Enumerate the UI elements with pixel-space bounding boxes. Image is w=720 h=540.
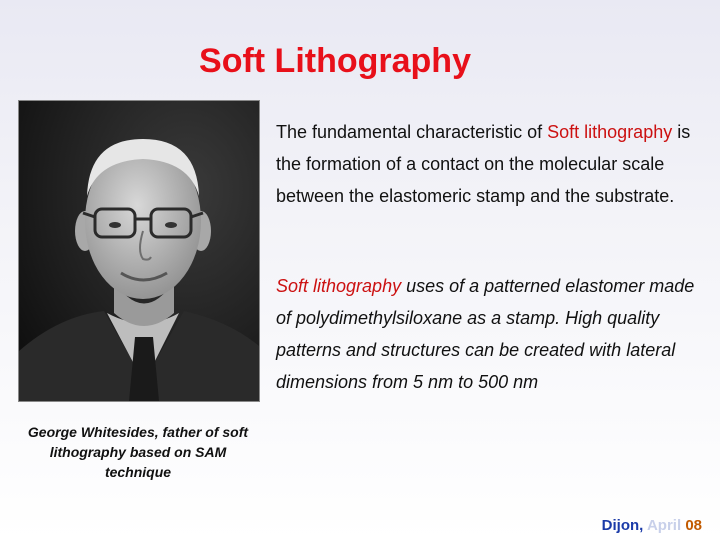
footer-location-date (602, 517, 702, 534)
portrait-photo (18, 100, 260, 402)
soft-lithography-highlight-2: Soft lithography (276, 276, 402, 296)
paragraph-stamp-rest: uses of a patterned elastomer made of polydimethylsiloxane as a stamp. High quality patterns and structures can be created with lateral dimensions from 5 nm to 500 nm (276, 276, 695, 392)
paragraph-definition-rest: is the formation of a contact on the molecular scale between the elastomeric stamp and the substrate. (276, 122, 691, 206)
photo-caption: George Whitesides, father of soft lithography based on SAM technique (27, 424, 249, 480)
paragraph-stamp (276, 270, 706, 398)
paragraph-definition-lead: The fundamental characteristic of (276, 122, 548, 142)
paragraph-definition (276, 116, 706, 212)
footer-month: April (646, 517, 682, 534)
soft-lithography-highlight: Soft lithography (547, 122, 673, 142)
footer-year: 08 (685, 517, 702, 534)
portrait-illustration (19, 101, 259, 401)
footer-city: Dijon, (601, 517, 644, 534)
slide-title: Soft Lithography (199, 42, 471, 80)
